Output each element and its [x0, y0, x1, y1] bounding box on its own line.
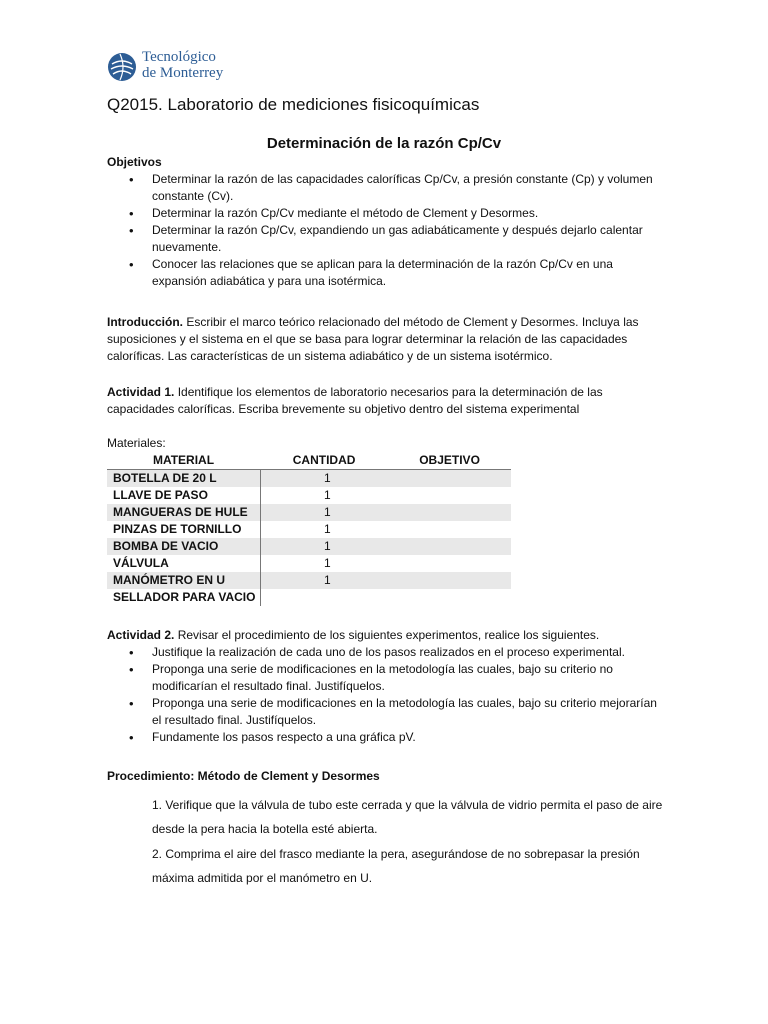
materials-heading: Materiales:	[107, 436, 166, 450]
table-row	[107, 470, 511, 488]
objective-cell	[388, 538, 511, 555]
table-row	[107, 538, 511, 555]
objective-cell	[388, 589, 511, 606]
table-row	[107, 589, 511, 606]
list-item: • Determinar la razón de las capacidades caloríficas Cp/Cv, a presión constante (Cp) y volumen constante (Cv).	[107, 171, 667, 205]
material-cell: MANGUERAS DE HULE	[107, 504, 260, 521]
intro-text: Escribir el marco teórico relacionado del método de Clement y Desormes. Incluya las suposiciones y el sistema en el que se basa para lograr determinar la relación de las capacidades caloríficas. Las características de un sistema adiabático y de un sistema isotérmico.	[107, 315, 639, 363]
logo-line-1: Tecnológico	[142, 49, 216, 65]
quantity-cell: 1	[260, 572, 388, 589]
column-header: MATERIAL	[107, 452, 260, 470]
procedure-heading: Procedimiento: Método de Clement y Desormes	[107, 769, 380, 783]
table-row	[107, 487, 511, 504]
procedure-step: 2. Comprima el aire del frasco mediante la pera, asegurándose de no sobrepasar la presión máxima admitida por el manómetro en U.	[152, 847, 640, 885]
list-item: • Fundamente los pasos respecto a una gráfica pV.	[107, 729, 667, 746]
objectives-list	[107, 171, 667, 290]
introduction-paragraph	[107, 314, 667, 365]
objective-cell	[388, 487, 511, 504]
objectives-heading: Objetivos	[107, 155, 162, 169]
objective-cell	[388, 555, 511, 572]
list-item: • Justifique la realización de cada uno de los pasos realizados en el proceso experimental.	[107, 644, 667, 661]
material-cell: LLAVE DE PASO	[107, 487, 260, 504]
list-item: • Determinar la razón Cp/Cv mediante el método de Clement y Desormes.	[107, 205, 667, 222]
objective-cell	[388, 521, 511, 538]
quantity-cell: 1	[260, 504, 388, 521]
quantity-cell: 1	[323, 556, 331, 570]
table-row	[107, 504, 511, 521]
quantity-cell	[260, 589, 388, 606]
institution-logo	[107, 45, 237, 95]
objective-cell	[388, 572, 511, 589]
activity-2-list	[107, 644, 667, 746]
material-cell: BOTELLA DE 20 L	[107, 470, 260, 488]
quantity-cell: 1	[260, 538, 388, 555]
globe-icon	[107, 52, 137, 82]
activity-1-text: Identifique los elementos de laboratorio necesarios para la determinación de las capacidades caloríficas. Escriba brevemente su objetivo dentro del sistema experimental	[107, 385, 603, 416]
quantity-cell: 1	[323, 488, 331, 502]
column-header: OBJETIVO	[388, 452, 511, 470]
course-title: Q2015. Laboratorio de mediciones fisicoquímicas	[107, 95, 480, 114]
procedure-step: 1. Verifique que la válvula de tubo este cerrada y que la válvula de vidrio permita el paso de aire desde la pera hacia la botella esté abierta.	[152, 798, 663, 836]
intro-label: Introducción.	[107, 315, 183, 329]
activity-2-section	[107, 627, 667, 746]
quantity-cell: 1	[260, 470, 388, 488]
material-cell: PINZAS DE TORNILLO	[107, 521, 260, 538]
material-cell: MANÓMETRO EN U	[107, 572, 260, 589]
material-cell: VÁLVULA	[107, 555, 260, 572]
material-cell: SELLADOR PARA VACIO	[107, 589, 260, 606]
objective-cell	[388, 504, 511, 521]
list-item: • Proponga una serie de modificaciones en la metodología las cuales, bajo su criterio mejorarían el resultado final. Justifíquelos.	[107, 695, 667, 729]
table-header-row	[107, 452, 511, 470]
list-item: • Conocer las relaciones que se aplican para la determinación de la razón Cp/Cv en una expansión adiabática y para una isotérmica.	[107, 256, 667, 290]
activity-2-label: Actividad 2.	[107, 628, 175, 642]
activity-2-text: Revisar el procedimiento de los siguientes experimentos, realice los siguientes.	[174, 628, 600, 642]
objective-cell	[388, 470, 511, 488]
list-item: • Proponga una serie de modificaciones en la metodología las cuales, bajo su criterio no modificarían el resultado final. Justifíquelos.	[107, 661, 667, 695]
activity-1-paragraph	[107, 384, 667, 418]
activity-1-label: Actividad 1.	[107, 385, 175, 399]
material-cell: BOMBA DE VACIO	[107, 538, 260, 555]
table-row	[107, 555, 511, 572]
list-item: • Determinar la razón Cp/Cv, expandiendo un gas adiabáticamente y después dejarlo calentar nuevamente.	[107, 222, 667, 256]
logo-line-2: de Monterrey	[142, 65, 224, 81]
quantity-cell: 1	[323, 522, 331, 536]
table-row	[107, 521, 511, 538]
objectives-section	[107, 154, 667, 290]
materials-table	[107, 452, 511, 606]
table-row	[107, 572, 511, 589]
document-title: Determinación de la razón Cp/Cv	[266, 135, 502, 152]
column-header: CANTIDAD	[260, 452, 388, 470]
